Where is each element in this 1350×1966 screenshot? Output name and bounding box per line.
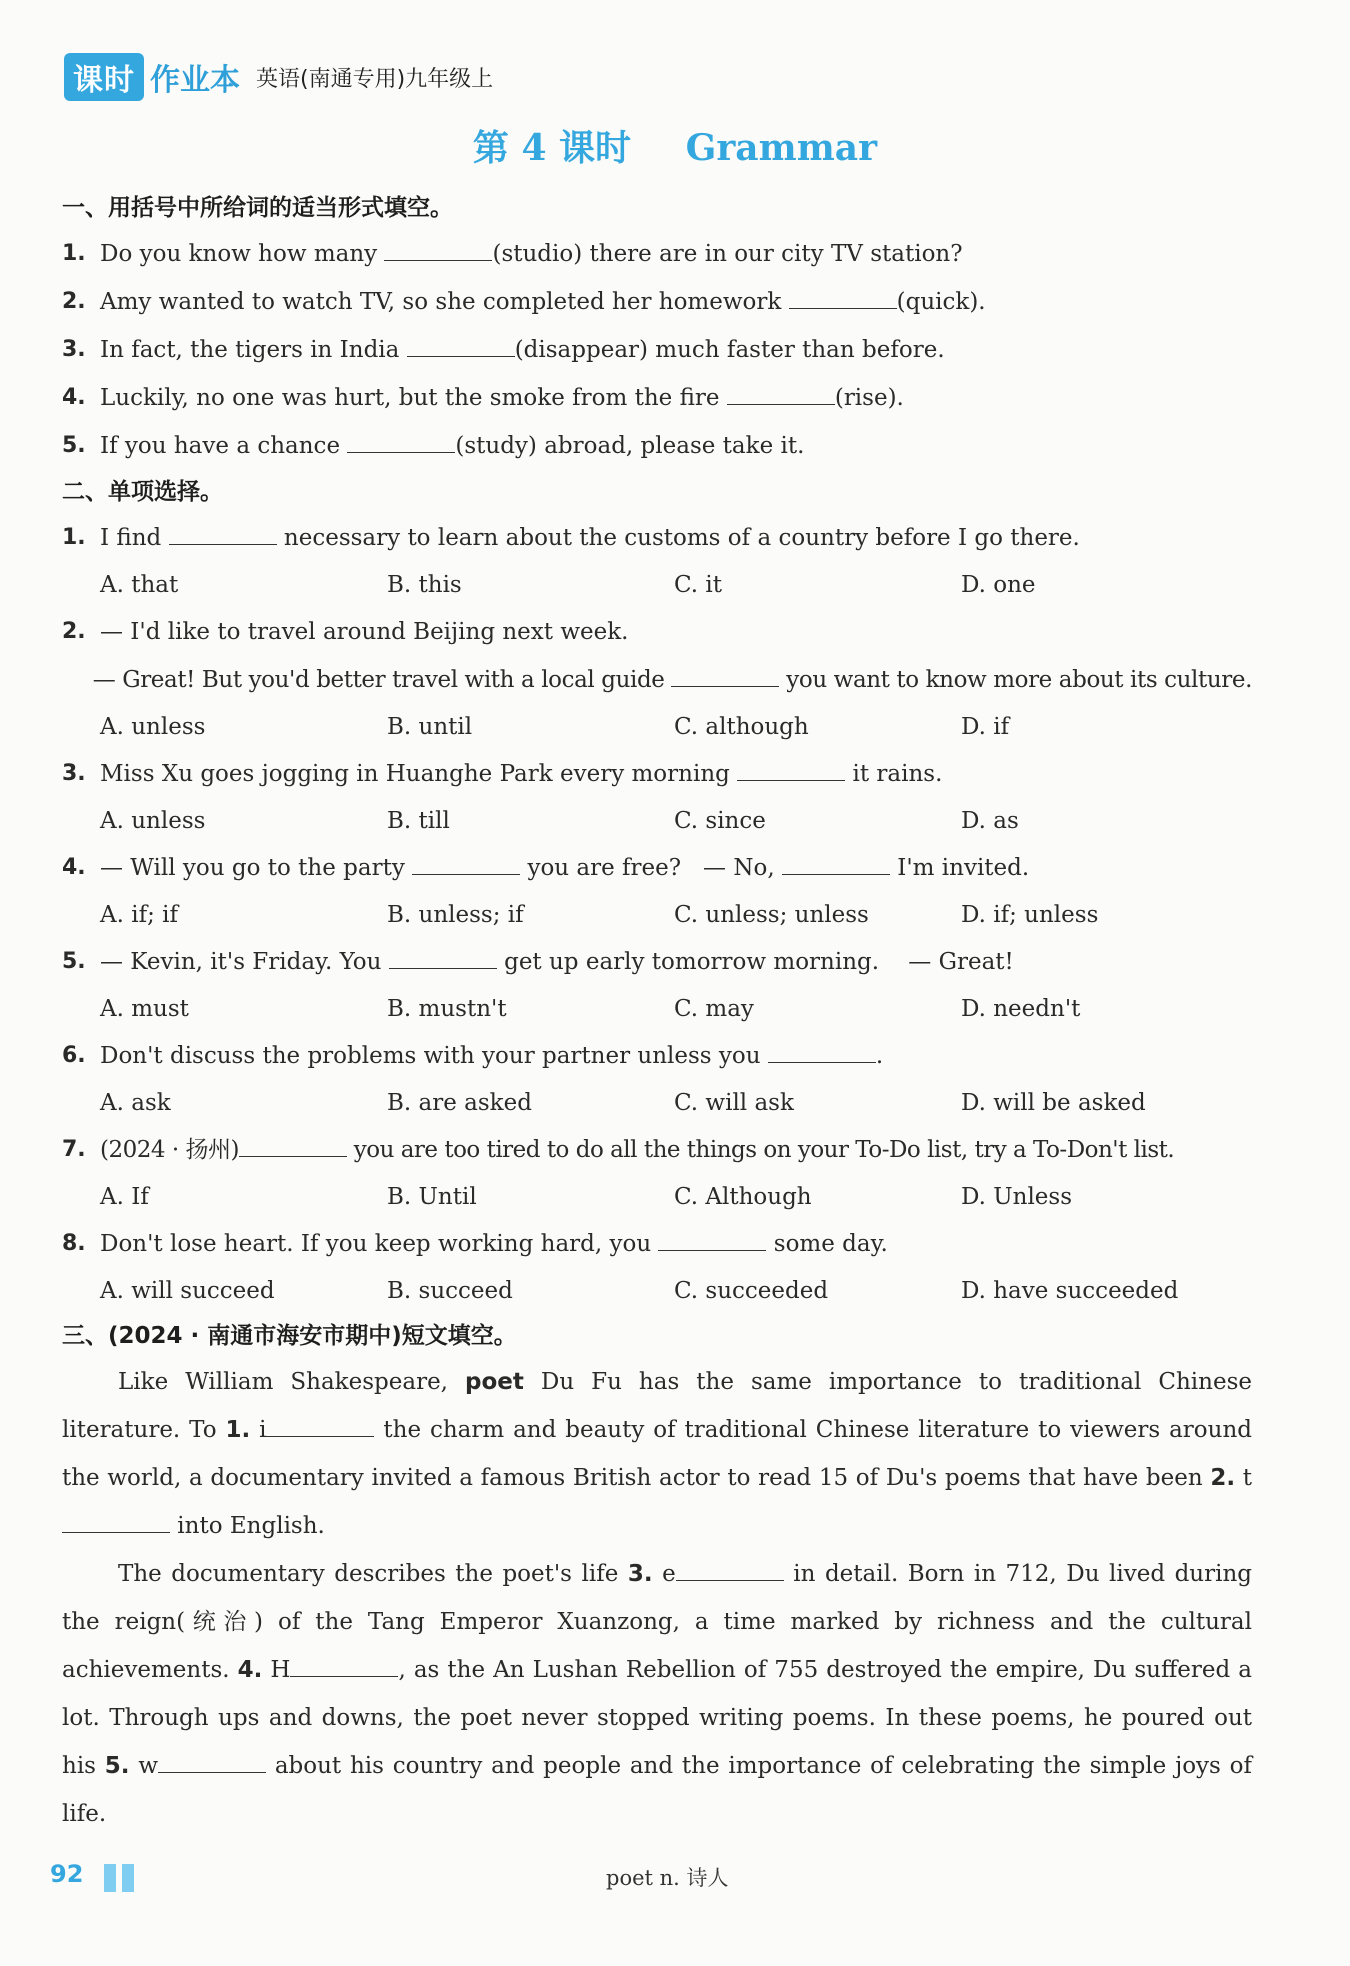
question-text: necessary to learn about the customs of a country before I go there. xyxy=(276,525,1080,551)
option-a[interactable]: A. If xyxy=(100,1184,149,1210)
footnote: poet n. 诗人 xyxy=(606,1866,729,1890)
option-a[interactable]: A. if; if xyxy=(100,902,179,928)
option-b[interactable]: B. succeed xyxy=(387,1278,513,1304)
option-a[interactable]: A. ask xyxy=(100,1090,171,1116)
answer-blank[interactable] xyxy=(727,384,835,405)
answer-blank[interactable] xyxy=(62,1512,170,1533)
question-text: get up early tomorrow morning. — Great! xyxy=(496,949,1014,975)
option-a[interactable]: A. will succeed xyxy=(100,1278,275,1304)
option-b[interactable]: B. mustn't xyxy=(387,996,507,1022)
question-number: 4. xyxy=(62,385,86,410)
page-header xyxy=(64,54,493,100)
option-a[interactable]: A. must xyxy=(100,996,189,1022)
blank-initial: e xyxy=(652,1561,676,1587)
s2-question-2-reply xyxy=(62,656,1252,704)
page-number: 92 xyxy=(50,1860,84,1888)
passage-text: Like William Shakespeare, xyxy=(118,1369,465,1395)
blank-number: 1. xyxy=(225,1417,251,1443)
option-b[interactable]: B. Until xyxy=(387,1184,477,1210)
answer-blank[interactable] xyxy=(347,432,455,453)
option-d[interactable]: D. if xyxy=(961,714,1010,740)
s1-question-1 xyxy=(62,230,1252,278)
option-d[interactable]: D. one xyxy=(961,572,1036,598)
answer-blank[interactable] xyxy=(266,1416,374,1437)
option-d[interactable]: D. as xyxy=(961,808,1019,834)
book-name: 作业本 xyxy=(150,63,240,98)
option-c[interactable]: C. succeeded xyxy=(674,1278,829,1304)
answer-blank[interactable] xyxy=(412,854,520,875)
lesson-topic: Grammar xyxy=(685,127,878,169)
s1-question-4 xyxy=(62,374,1252,422)
question-source: (2024 · 扬州) xyxy=(100,1137,239,1163)
option-b[interactable]: B. till xyxy=(387,808,450,834)
reading-passage xyxy=(62,1358,1252,1838)
answer-blank[interactable] xyxy=(789,288,897,309)
question-text: Don't discuss the problems with your partner unless you xyxy=(100,1043,768,1069)
option-a[interactable]: A. unless xyxy=(100,808,206,834)
question-number: 5. xyxy=(62,949,86,974)
answer-blank[interactable] xyxy=(658,1230,766,1251)
lesson-number: 第 4 课时 xyxy=(472,127,632,169)
question-text: (rise). xyxy=(834,385,904,411)
question-number: 3. xyxy=(62,337,86,362)
question-text: some day. xyxy=(766,1231,888,1257)
passage-text: about his country and people and the importance of celebrating the simple joys of life. xyxy=(62,1753,1253,1827)
answer-blank[interactable] xyxy=(782,854,890,875)
question-number: 1. xyxy=(62,241,86,266)
question-text: If you have a chance xyxy=(100,433,348,459)
answer-blank[interactable] xyxy=(290,1656,398,1677)
question-text: Don't lose heart. If you keep working hard, you xyxy=(100,1231,659,1257)
answer-blank[interactable] xyxy=(737,760,845,781)
blank-number: 2. xyxy=(1210,1465,1236,1491)
question-text: In fact, the tigers in India xyxy=(100,337,407,363)
passage-paragraph-1 xyxy=(62,1358,1252,1550)
s2-question-7 xyxy=(62,1126,1252,1174)
question-text: — I'd like to travel around Beijing next week. xyxy=(100,619,629,645)
answer-options xyxy=(62,798,1252,844)
option-a[interactable]: A. unless xyxy=(100,714,206,740)
s2-question-8 xyxy=(62,1220,1252,1268)
question-text: (studio) there are in our city TV station? xyxy=(492,241,963,267)
blank-number: 4. xyxy=(237,1657,263,1683)
passage-text: Du Fu has the same importance to traditional Chinese literature. To xyxy=(62,1369,1252,1443)
section-1-heading: 一、用括号中所给词的适当形式填空。 xyxy=(62,195,453,221)
option-b[interactable]: B. unless; if xyxy=(387,902,524,928)
answer-blank[interactable] xyxy=(384,240,492,261)
question-text: you are free? — No, xyxy=(520,855,782,881)
blank-initial: w xyxy=(129,1753,159,1779)
question-text: you are too tired to do all the things on your To-Do list, try a To-Don't list. xyxy=(346,1137,1175,1163)
option-c[interactable]: C. may xyxy=(674,996,754,1022)
option-b[interactable]: B. until xyxy=(387,714,473,740)
exercise-content xyxy=(62,186,1252,1838)
s2-question-5 xyxy=(62,938,1252,986)
option-b[interactable]: B. are asked xyxy=(387,1090,532,1116)
option-a[interactable]: A. that xyxy=(100,572,179,598)
section-2-heading: 二、单项选择。 xyxy=(62,479,223,505)
passage-paragraph-2 xyxy=(62,1550,1252,1838)
option-b[interactable]: B. this xyxy=(387,572,462,598)
option-d[interactable]: D. have succeeded xyxy=(961,1278,1179,1304)
passage-text: The documentary describes the poet's life xyxy=(118,1561,628,1587)
question-text: — Great! But you'd better travel with a local guide xyxy=(92,667,672,693)
blank-initial: i xyxy=(250,1417,267,1443)
question-number: 2. xyxy=(62,619,86,644)
glossed-word: poet xyxy=(465,1369,524,1395)
answer-blank[interactable] xyxy=(389,948,497,969)
option-d[interactable]: D. if; unless xyxy=(961,902,1099,928)
option-c[interactable]: C. will ask xyxy=(674,1090,794,1116)
question-text: Do you know how many xyxy=(100,241,385,267)
question-number: 4. xyxy=(62,855,86,880)
option-d[interactable]: D. Unless xyxy=(961,1184,1073,1210)
question-text: it rains. xyxy=(845,761,943,787)
answer-options xyxy=(62,562,1252,608)
question-number: 8. xyxy=(62,1231,86,1256)
blank-number: 3. xyxy=(627,1561,653,1587)
answer-blank[interactable] xyxy=(768,1042,876,1063)
answer-blank[interactable] xyxy=(671,666,779,687)
question-text: I find xyxy=(100,525,169,551)
answer-blank[interactable] xyxy=(169,524,277,545)
answer-blank[interactable] xyxy=(158,1752,266,1773)
question-number: 5. xyxy=(62,433,86,458)
answer-blank[interactable] xyxy=(676,1560,784,1581)
question-number: 7. xyxy=(62,1137,86,1162)
answer-blank[interactable] xyxy=(407,336,515,357)
blank-initial: H xyxy=(262,1657,291,1683)
passage-text: in detail. Born in 712, Du lived during the reign(统治) of the Tang Emperor Xuanzong, a time marked by richness and the cultural achievements. xyxy=(62,1561,1252,1683)
brand-logo: 课时 xyxy=(64,53,144,101)
question-text: — Kevin, it's Friday. You xyxy=(100,949,389,975)
s2-question-3 xyxy=(62,750,1252,798)
answer-options xyxy=(62,986,1252,1032)
option-d[interactable]: D. needn't xyxy=(961,996,1081,1022)
option-c[interactable]: C. it xyxy=(674,572,722,598)
s2-question-1 xyxy=(62,514,1252,562)
s1-question-5 xyxy=(62,422,1252,470)
s2-question-2 xyxy=(62,608,1252,656)
passage-text: into English. xyxy=(170,1513,325,1539)
answer-options xyxy=(62,892,1252,938)
answer-options xyxy=(62,704,1252,750)
question-text: Luckily, no one was hurt, but the smoke from the fire xyxy=(100,385,727,411)
option-c[interactable]: C. since xyxy=(674,808,766,834)
section-3-heading: 三、(2024 · 南通市海安市期中)短文填空。 xyxy=(62,1323,517,1349)
question-text: Miss Xu goes jogging in Huanghe Park every morning xyxy=(100,761,738,787)
question-number: 2. xyxy=(62,289,86,314)
question-text: (disappear) much faster than before. xyxy=(514,337,945,363)
answer-options xyxy=(62,1080,1252,1126)
s1-question-2 xyxy=(62,278,1252,326)
question-text: (study) abroad, please take it. xyxy=(455,433,805,459)
s2-question-4 xyxy=(62,844,1252,892)
question-number: 1. xyxy=(62,525,86,550)
blank-initial: t xyxy=(1235,1465,1253,1491)
answer-options xyxy=(62,1174,1252,1220)
decorative-bars-icon xyxy=(104,1864,134,1892)
question-text: Amy wanted to watch TV, so she completed her homework xyxy=(100,289,789,315)
option-c[interactable]: C. unless; unless xyxy=(674,902,869,928)
s1-question-3 xyxy=(62,326,1252,374)
subject-label: 英语(南通专用)九年级上 xyxy=(256,66,494,92)
option-c[interactable]: C. although xyxy=(674,714,809,740)
page-title xyxy=(0,120,1350,171)
answer-blank[interactable] xyxy=(239,1136,347,1157)
blank-number: 5. xyxy=(104,1753,130,1779)
passage-text: , as the An Lushan Rebellion of 755 destroyed the empire, Du suffered a lot. Through ups and downs, the poet never stopped writing poems. In these poems, he poured out his xyxy=(62,1657,1252,1779)
page-footer xyxy=(50,1860,1300,1896)
question-number: 6. xyxy=(62,1043,86,1068)
option-d[interactable]: D. will be asked xyxy=(961,1090,1146,1116)
question-text: I'm invited. xyxy=(889,855,1030,881)
s2-question-6 xyxy=(62,1032,1252,1080)
answer-options xyxy=(62,1268,1252,1314)
question-text: — Will you go to the party xyxy=(100,855,413,881)
passage-text: the charm and beauty of traditional Chinese literature to viewers around the world, a documentary invited a famous British actor to read 15 of Du's poems that have been xyxy=(62,1417,1252,1491)
question-number: 3. xyxy=(62,761,86,786)
question-text: you want to know more about its culture. xyxy=(779,667,1252,693)
option-c[interactable]: C. Although xyxy=(674,1184,812,1210)
question-text: (quick). xyxy=(896,289,986,315)
question-text: . xyxy=(875,1043,884,1069)
